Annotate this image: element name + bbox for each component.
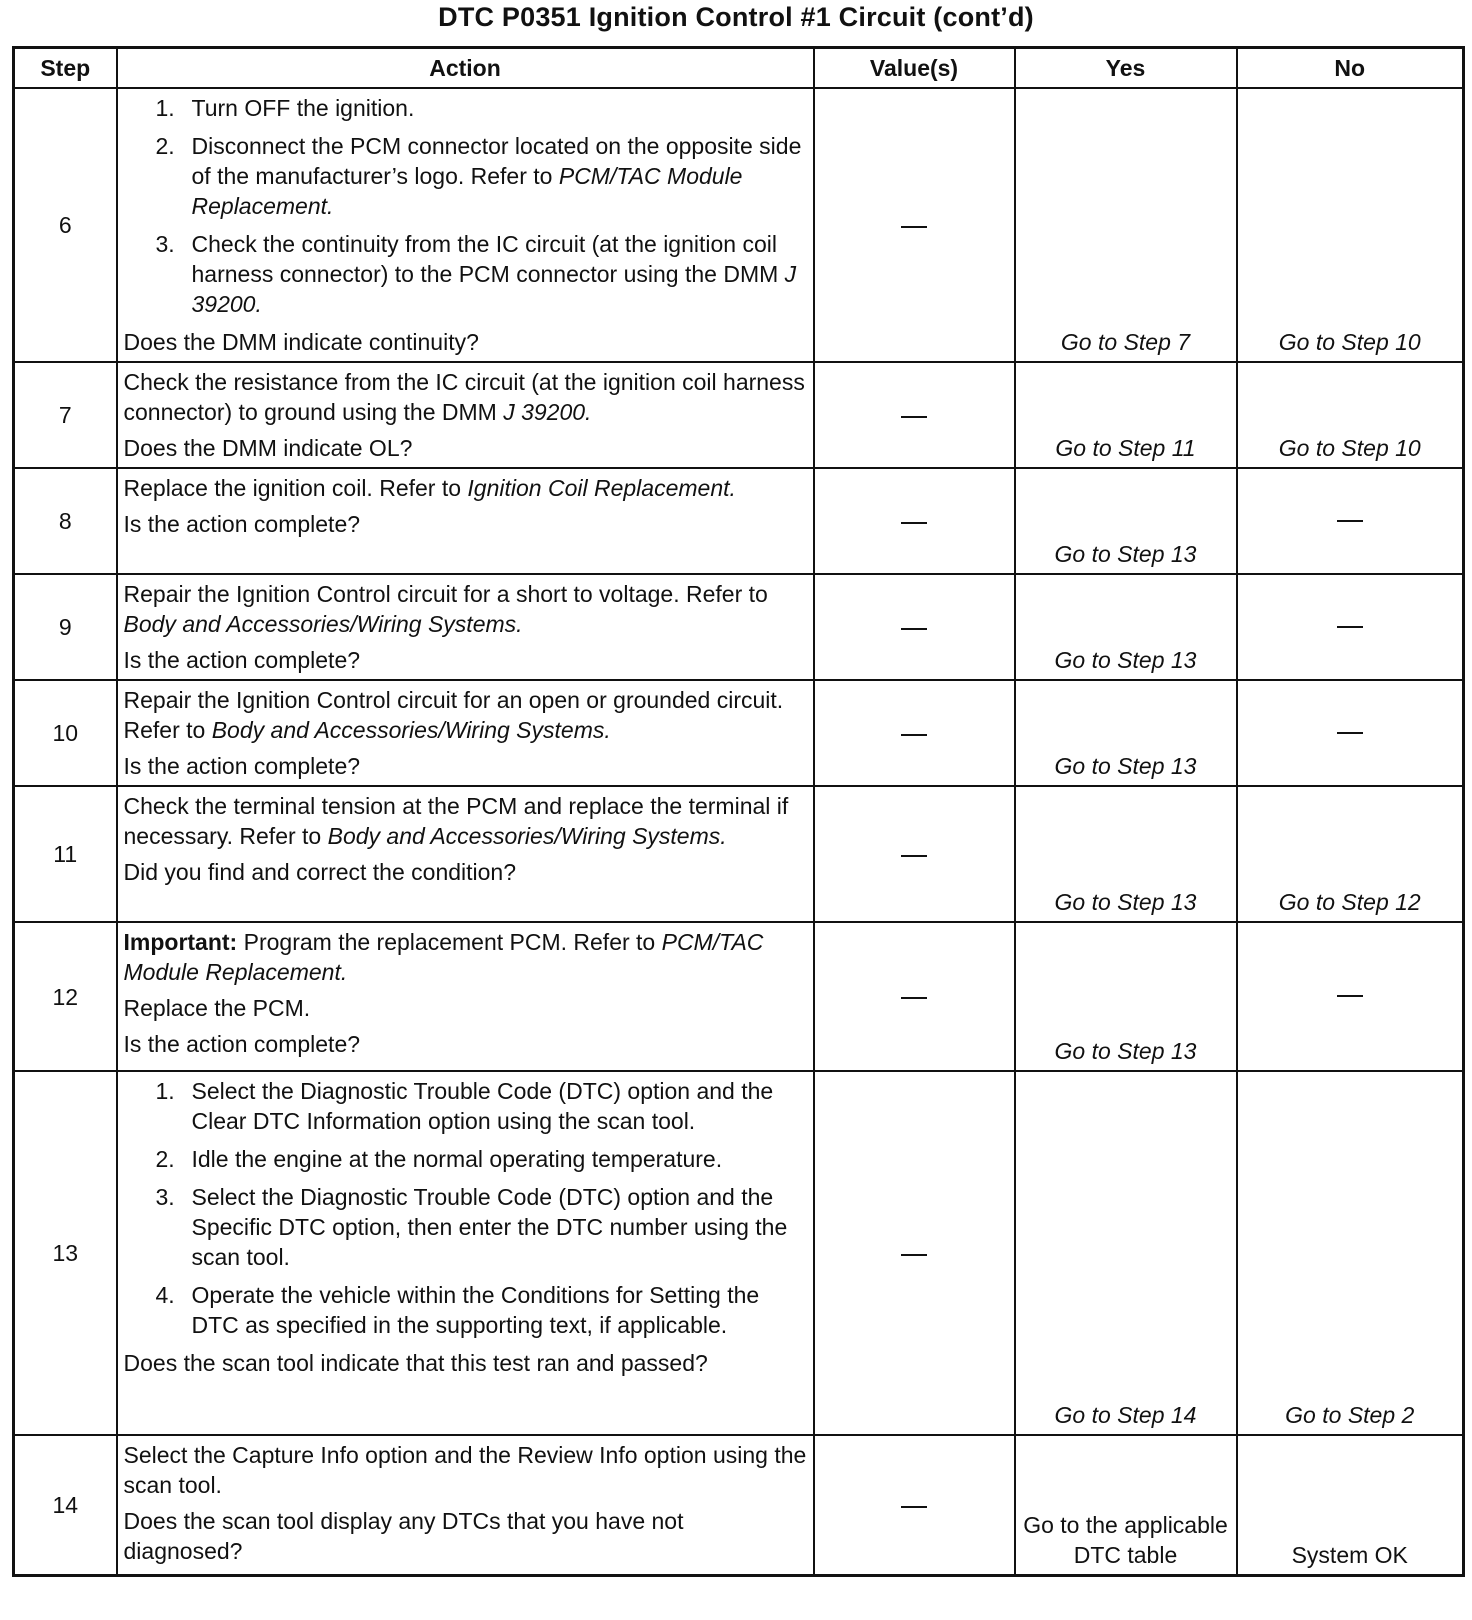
yes-cell — [1015, 1435, 1237, 1575]
text-run: Body and Accessories/Wiring Systems. — [123, 611, 523, 637]
action-cell — [117, 1071, 814, 1435]
header-yes: Yes — [1015, 48, 1237, 89]
answer-text: Go to Step 13 — [1054, 541, 1197, 567]
action-question: Does the DMM indicate OL? — [123, 435, 413, 461]
text-run: Turn OFF the ignition. — [191, 95, 415, 121]
text-run: Repair the Ignition Control circuit for a short to voltage. Refer to — [123, 581, 768, 607]
header-action: Action — [117, 48, 814, 89]
dash-mark — [901, 734, 927, 736]
action-question: Did you find and correct the condition? — [123, 859, 517, 885]
answer-text: Go to Step 7 — [1060, 329, 1191, 355]
text-run: PCM/TAC Module Replacement. — [123, 929, 764, 985]
dash-mark — [901, 1254, 927, 1256]
dash-mark — [1337, 626, 1363, 628]
yes-cell — [1015, 922, 1237, 1071]
diagnostic-table — [12, 46, 1465, 1577]
header-no: No — [1237, 48, 1464, 89]
action-text — [124, 927, 809, 987]
text-run: Check the terminal tension at the PCM and replace the terminal if necessary. Refer to — [123, 793, 789, 849]
yes-cell — [1015, 468, 1237, 574]
action-cell — [117, 922, 814, 1071]
action-step — [124, 1182, 809, 1272]
text-run: PCM/TAC Module Replacement. — [191, 163, 743, 219]
no-cell — [1237, 786, 1464, 922]
action-text — [124, 685, 809, 745]
action-question: Does the scan tool indicate that this test ran and passed? — [123, 1350, 708, 1376]
dash-mark — [901, 1506, 927, 1508]
step-index: 3. — [155, 1184, 175, 1210]
value-cell — [814, 574, 1015, 680]
action-text — [124, 791, 809, 851]
text-run: Replace the PCM. — [123, 995, 311, 1021]
action-step — [124, 1280, 809, 1340]
text-run: Operate the vehicle within the Conditions for Setting the DTC as specified in the supporting text, if applicable. — [191, 1282, 760, 1338]
answer-text: Go to Step 10 — [1278, 329, 1421, 355]
yes-cell — [1015, 88, 1237, 362]
action-cell — [117, 786, 814, 922]
answer-text: Go to Step 2 — [1285, 1402, 1415, 1428]
action-question: Is the action complete? — [123, 1031, 361, 1057]
table-row — [14, 922, 1464, 1071]
text-run: Repair the Ignition Control circuit for an open or grounded circuit. Refer to — [123, 687, 784, 743]
action-steps — [124, 93, 809, 319]
value-cell — [814, 1071, 1015, 1435]
action-question: Does the scan tool display any DTCs that you have not diagnosed? — [123, 1508, 684, 1564]
action-step — [124, 229, 809, 319]
value-cell — [814, 468, 1015, 574]
value-cell — [814, 680, 1015, 786]
text-run: Select the Capture Info option and the Review Info option using the scan tool. — [123, 1442, 807, 1498]
action-steps — [124, 1076, 809, 1340]
text-run: Check the resistance from the IC circuit (at the ignition coil harness connector) to ground using the DMM — [123, 369, 805, 425]
step-number: 13 — [14, 1071, 117, 1435]
text-run: Select the Diagnostic Trouble Code (DTC) option and the Clear DTC Information option using the scan tool. — [191, 1078, 774, 1134]
answer-text: Go to Step 14 — [1054, 1402, 1197, 1428]
no-cell — [1237, 922, 1464, 1071]
action-step — [124, 1144, 809, 1174]
table-row — [14, 362, 1464, 468]
no-cell — [1237, 680, 1464, 786]
table-row — [14, 1435, 1464, 1575]
action-step — [124, 131, 809, 221]
answer-text: Go to Step 13 — [1054, 1038, 1197, 1064]
action-cell — [117, 88, 814, 362]
action-question: Is the action complete? — [123, 511, 361, 537]
action-cell — [117, 574, 814, 680]
yes-cell — [1015, 680, 1237, 786]
action-question: Is the action complete? — [123, 753, 361, 779]
yes-cell — [1015, 786, 1237, 922]
answer-text: Go to Step 13 — [1054, 889, 1197, 915]
text-run: Ignition Coil Replacement. — [467, 475, 736, 501]
text-run: Body and Accessories/Wiring Systems. — [211, 717, 611, 743]
text-run: Important: — [123, 929, 238, 955]
step-number: 9 — [14, 574, 117, 680]
action-cell — [117, 362, 814, 468]
table-row — [14, 468, 1464, 574]
page-title: DTC P0351 Ignition Control #1 Circuit (cont’d) — [438, 2, 1034, 32]
step-number: 6 — [14, 88, 117, 362]
no-cell — [1237, 362, 1464, 468]
no-cell — [1237, 88, 1464, 362]
action-text — [124, 367, 809, 427]
action-cell — [117, 1435, 814, 1575]
step-number: 12 — [14, 922, 117, 1071]
step-number: 8 — [14, 468, 117, 574]
text-run: Disconnect the PCM connector located on the opposite side of the manufacturer’s logo. Refer to — [191, 133, 802, 189]
step-index: 4. — [155, 1282, 175, 1308]
no-cell — [1237, 468, 1464, 574]
dash-mark — [901, 522, 927, 524]
action-text — [124, 1440, 809, 1500]
action-step — [124, 1076, 809, 1136]
action-question: Does the DMM indicate continuity? — [123, 329, 479, 355]
value-cell — [814, 88, 1015, 362]
no-cell — [1237, 574, 1464, 680]
dash-mark — [901, 997, 927, 999]
answer-text: Go to the applicable DTC table — [1023, 1511, 1228, 1568]
value-cell — [814, 786, 1015, 922]
text-run: Program the replacement PCM. Refer to — [237, 929, 662, 955]
step-index: 2. — [155, 133, 175, 159]
header-value: Value(s) — [814, 48, 1015, 89]
step-index: 2. — [155, 1146, 175, 1172]
text-run: Check the continuity from the IC circuit (at the ignition coil harness connector) to the PCM connector using the DMM — [191, 231, 785, 287]
action-cell — [117, 680, 814, 786]
table-row — [14, 574, 1464, 680]
step-number: 11 — [14, 786, 117, 922]
action-text — [124, 993, 809, 1023]
dash-mark — [901, 855, 927, 857]
table-row — [14, 786, 1464, 922]
action-question: Is the action complete? — [123, 647, 361, 673]
step-number: 14 — [14, 1435, 117, 1575]
step-number: 10 — [14, 680, 117, 786]
no-cell — [1237, 1435, 1464, 1575]
yes-cell — [1015, 1071, 1237, 1435]
answer-text: System OK — [1291, 1541, 1408, 1568]
value-cell — [814, 362, 1015, 468]
yes-cell — [1015, 362, 1237, 468]
step-index: 3. — [155, 231, 175, 257]
dash-mark — [1337, 520, 1363, 522]
dash-mark — [901, 628, 927, 630]
header-row — [14, 48, 1464, 89]
action-text — [124, 579, 809, 639]
answer-text: Go to Step 10 — [1278, 435, 1421, 461]
action-text — [124, 473, 809, 503]
text-run: J 39200. — [503, 399, 592, 425]
action-cell — [117, 468, 814, 574]
no-cell — [1237, 1071, 1464, 1435]
step-number: 7 — [14, 362, 117, 468]
text-run: Idle the engine at the normal operating temperature. — [191, 1146, 723, 1172]
table-row — [14, 88, 1464, 362]
text-run: Replace the ignition coil. Refer to — [123, 475, 468, 501]
text-run: Body and Accessories/Wiring Systems. — [327, 823, 727, 849]
text-run: J 39200. — [191, 261, 797, 317]
table-body — [14, 88, 1464, 1575]
action-step — [124, 93, 809, 123]
dash-mark — [1337, 732, 1363, 734]
table-row — [14, 1071, 1464, 1435]
header-step: Step — [14, 48, 117, 89]
answer-text: Go to Step 13 — [1054, 753, 1197, 779]
dash-mark — [1337, 995, 1363, 997]
yes-cell — [1015, 574, 1237, 680]
table-row — [14, 680, 1464, 786]
dash-mark — [901, 416, 927, 418]
answer-text: Go to Step 12 — [1278, 889, 1421, 915]
answer-text: Go to Step 13 — [1054, 647, 1197, 673]
answer-text: Go to Step 11 — [1055, 435, 1196, 461]
step-index: 1. — [155, 1078, 175, 1104]
value-cell — [814, 1435, 1015, 1575]
value-cell — [814, 922, 1015, 1071]
step-index: 1. — [155, 95, 175, 121]
dash-mark — [901, 226, 927, 228]
text-run: Select the Diagnostic Trouble Code (DTC) option and the Specific DTC option, then enter the DTC number using the scan tool. — [191, 1184, 788, 1270]
